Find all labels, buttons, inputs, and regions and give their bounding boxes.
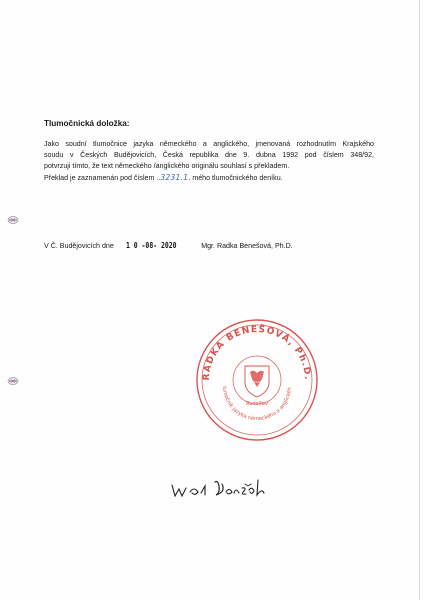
record-line bbox=[44, 172, 374, 184]
date-stamp: 1 0 -08- 2020 bbox=[125, 241, 177, 250]
punch-hole-icon bbox=[7, 376, 19, 386]
record-number: 3231.1 bbox=[160, 173, 189, 182]
place-date-row bbox=[44, 241, 293, 250]
page-edge bbox=[419, 0, 420, 600]
svg-text:RADKA BENEŠOVÁ, Ph.D.: RADKA BENEŠOVÁ, Ph.D. bbox=[201, 324, 313, 381]
svg-text:tlumočník jazyka německého a a: lumočník jazyka německého a anglickéh bbox=[220, 386, 294, 423]
record-suffix: . mého tlumočnického deníku. bbox=[188, 174, 283, 182]
clause-line: potvrzuji tímto, že text německého /anglického originálu souhlasí s překladem. bbox=[44, 162, 290, 170]
clause-line: soudu v Českých Budějovicích, Česká republika dne 9. dubna 1992 pod číslem 348/92, bbox=[44, 151, 374, 159]
clause-heading: Tlumočnická doložka: bbox=[44, 119, 130, 128]
svg-text:Rudolfov: Rudolfov bbox=[246, 401, 268, 407]
place-label: V Č. Budějovicích dne bbox=[44, 242, 114, 250]
record-prefix: Překlad je zaznamenán pod číslem .. bbox=[44, 174, 161, 182]
clause-line: Jako soudní tlumočnice jazyka německého a anglického, jmenovaná rozhodnutím Krajského bbox=[44, 140, 374, 148]
punch-hole-icon bbox=[7, 215, 19, 225]
official-seal bbox=[189, 312, 325, 448]
handwritten-signature bbox=[168, 476, 278, 500]
signatory-name: Mgr. Radka Benešová, Ph.D. bbox=[201, 242, 293, 250]
clause-body bbox=[44, 139, 374, 184]
